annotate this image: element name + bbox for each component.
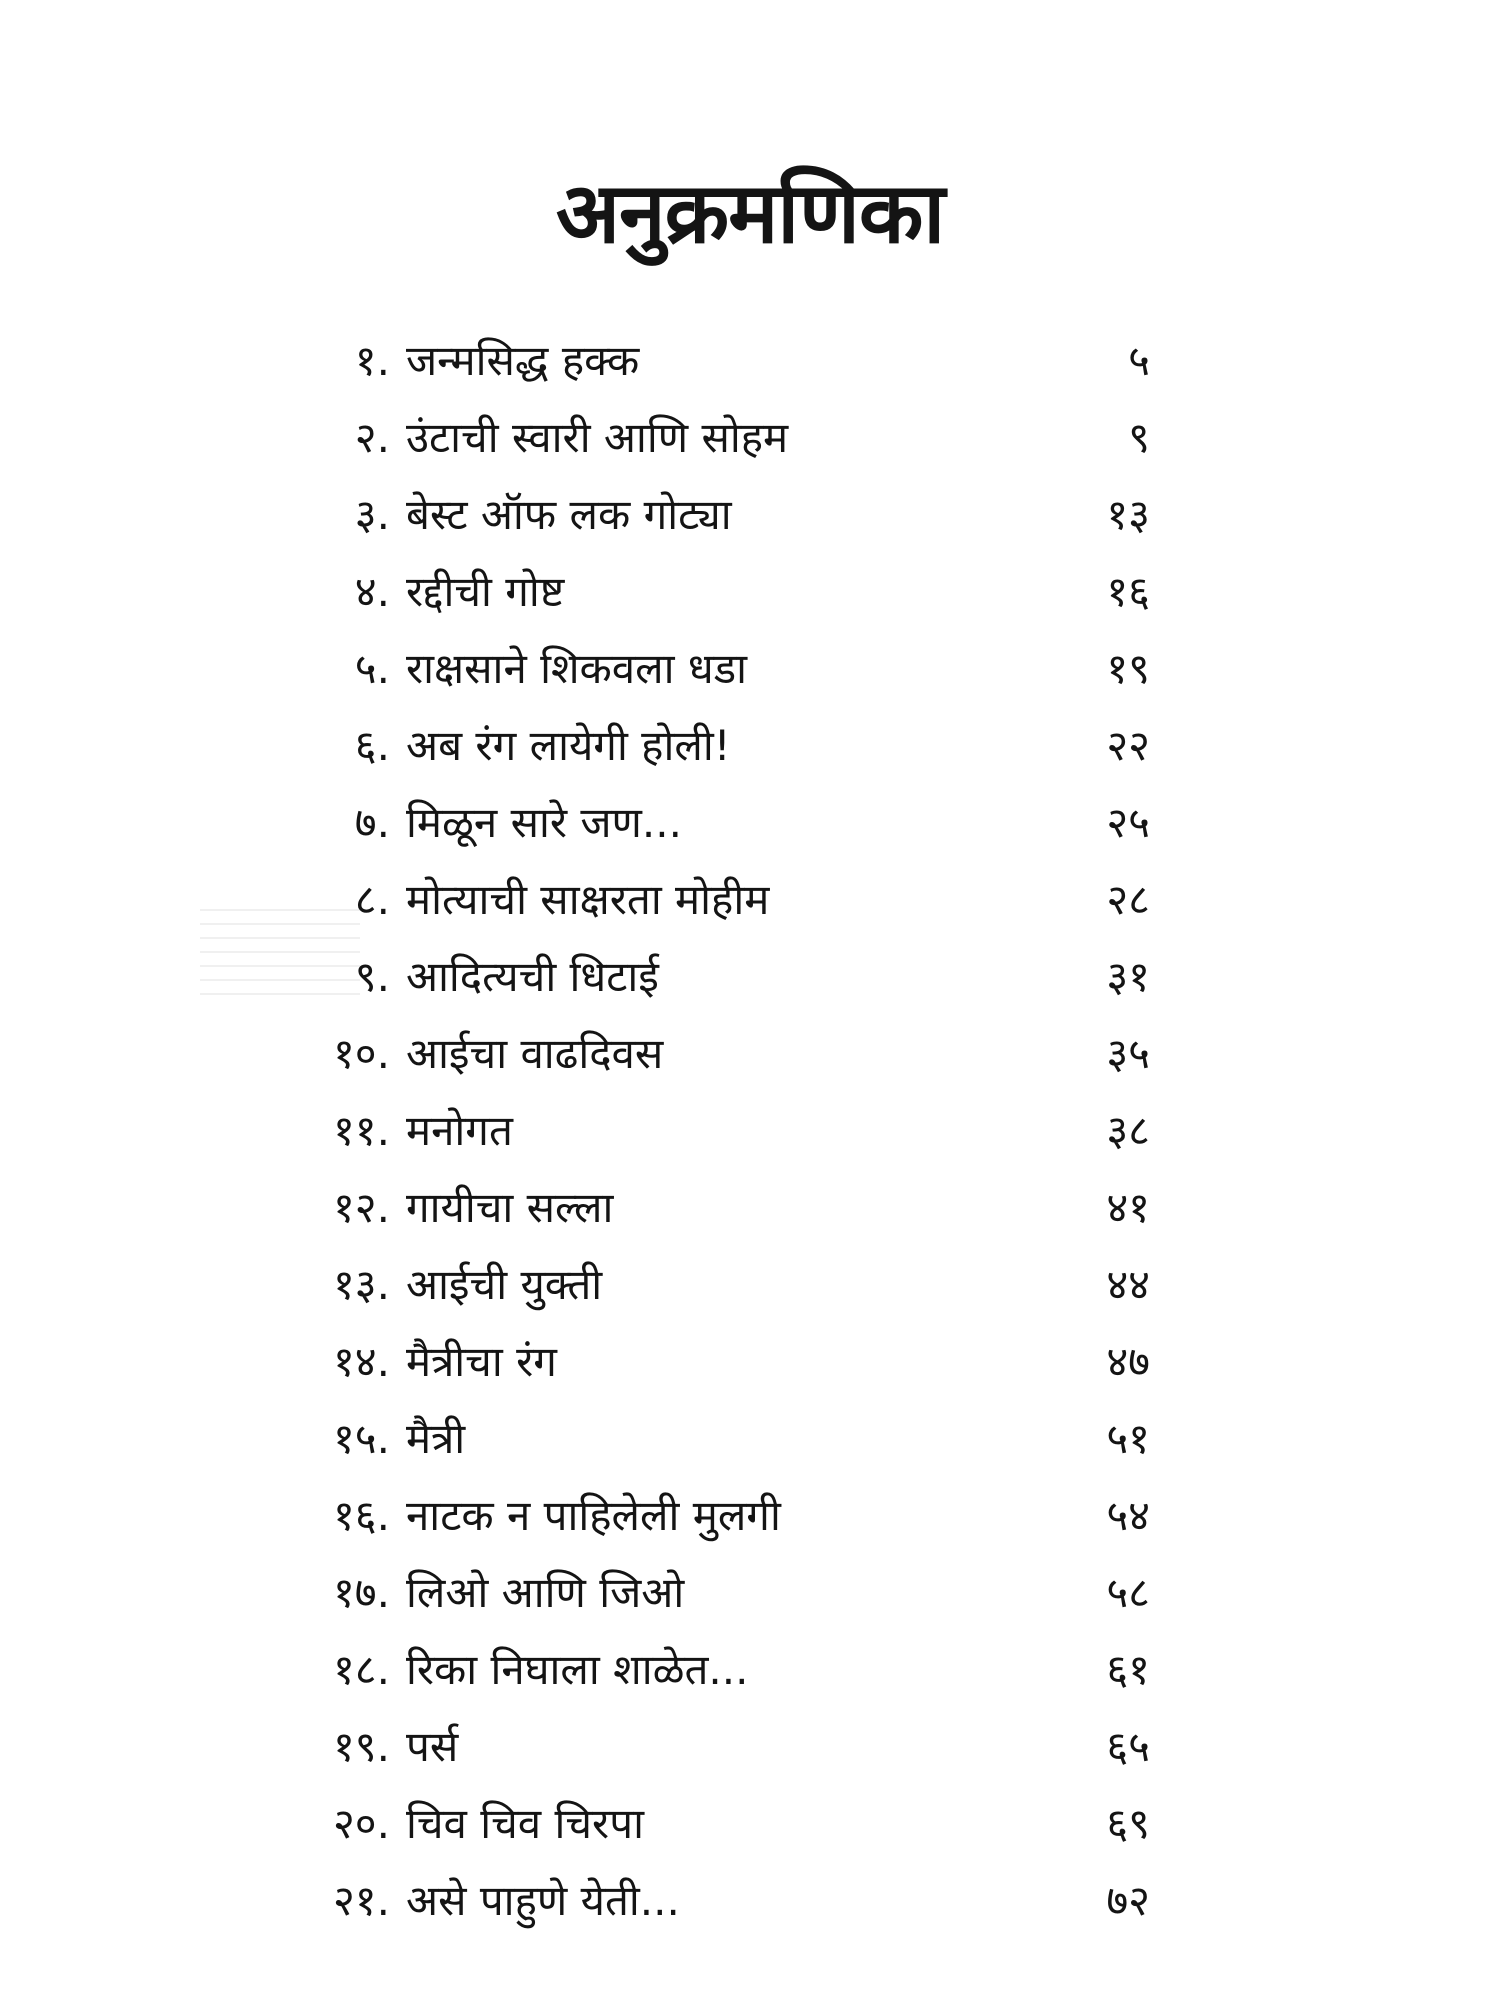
toc-entry-number: १५. <box>332 1414 390 1463</box>
toc-entry-title: पर्स <box>406 1722 459 1771</box>
toc-entry-page-number: १३ <box>1106 490 1150 539</box>
toc-entry-number: १९. <box>332 1722 390 1771</box>
toc-entry-number: १७. <box>332 1568 390 1617</box>
toc-row <box>290 1639 1180 1716</box>
table-of-contents <box>290 330 1180 1947</box>
toc-entry-number: ९. <box>354 952 390 1001</box>
toc-entry-number: ११. <box>332 1106 390 1155</box>
toc-entry-page-number: ६१ <box>1106 1645 1150 1694</box>
toc-row <box>290 869 1180 946</box>
toc-row <box>290 1870 1180 1947</box>
toc-entry-number: १. <box>354 336 390 385</box>
toc-entry-number: १८. <box>332 1645 390 1694</box>
toc-row <box>290 638 1180 715</box>
toc-row <box>290 330 1180 407</box>
toc-entry-number: १३. <box>332 1260 390 1309</box>
toc-entry-title: मिळून सारे जण... <box>406 798 682 847</box>
toc-entry-page-number: २५ <box>1106 798 1150 847</box>
toc-row <box>290 1100 1180 1177</box>
toc-row <box>290 1716 1180 1793</box>
toc-entry-page-number: ९ <box>1128 413 1150 462</box>
toc-row <box>290 792 1180 869</box>
toc-entry-page-number: ४७ <box>1106 1337 1150 1386</box>
toc-entry-title: मोत्याची साक्षरता मोहीम <box>406 875 770 924</box>
toc-entry-title: असे पाहुणे येती... <box>406 1876 680 1925</box>
toc-entry-title: नाटक न पाहिलेली मुलगी <box>406 1491 781 1540</box>
toc-entry-page-number: ४१ <box>1106 1183 1150 1232</box>
toc-entry-number: ७. <box>354 798 390 847</box>
toc-entry-title: गायीचा सल्ला <box>406 1183 614 1232</box>
toc-entry-page-number: ३१ <box>1106 952 1150 1001</box>
toc-entry-number: २०. <box>332 1799 390 1848</box>
toc-entry-title: रिका निघाला शाळेत... <box>406 1645 749 1694</box>
toc-entry-page-number: ४४ <box>1106 1260 1150 1309</box>
toc-row <box>290 1331 1180 1408</box>
toc-entry-number: १२. <box>332 1183 390 1232</box>
toc-entry-page-number: ६५ <box>1106 1722 1150 1771</box>
toc-row <box>290 1408 1180 1485</box>
toc-entry-number: ८. <box>354 875 390 924</box>
toc-row <box>290 561 1180 638</box>
toc-entry-number: २१. <box>332 1876 390 1925</box>
toc-row <box>290 1254 1180 1331</box>
toc-entry-page-number: १६ <box>1106 567 1150 616</box>
toc-entry-number: ५. <box>354 644 390 693</box>
toc-entry-page-number: २२ <box>1106 721 1150 770</box>
toc-entry-number: २. <box>354 413 390 462</box>
toc-entry-page-number: ५१ <box>1106 1414 1150 1463</box>
page-title: अनुक्रमणिका <box>555 164 945 263</box>
toc-row <box>290 1177 1180 1254</box>
toc-entry-title: मैत्रीचा रंग <box>406 1337 557 1386</box>
toc-entry-title: बेस्ट ऑफ लक गोट्या <box>406 490 732 539</box>
toc-row <box>290 484 1180 561</box>
toc-entry-number: १०. <box>332 1029 390 1078</box>
toc-entry-page-number: १९ <box>1106 644 1150 693</box>
toc-row <box>290 715 1180 792</box>
toc-entry-page-number: ५ <box>1128 336 1150 385</box>
toc-row <box>290 946 1180 1023</box>
toc-entry-number: ६. <box>354 721 390 770</box>
toc-entry-title: आदित्यची धिटाई <box>406 952 659 1001</box>
toc-entry-page-number: २८ <box>1106 875 1150 924</box>
toc-entry-title: चिव चिव चिरपा <box>406 1799 644 1848</box>
toc-entry-title: राक्षसाने शिकवला धडा <box>406 644 748 693</box>
toc-entry-page-number: ३५ <box>1106 1029 1150 1078</box>
toc-entry-page-number: ५८ <box>1106 1568 1150 1617</box>
toc-entry-page-number: ६९ <box>1106 1799 1150 1848</box>
toc-row <box>290 1562 1180 1639</box>
toc-entry-page-number: ३८ <box>1106 1106 1150 1155</box>
toc-entry-title: उंटाची स्वारी आणि सोहम <box>406 413 789 462</box>
toc-row <box>290 1485 1180 1562</box>
toc-entry-number: १४. <box>332 1337 390 1386</box>
toc-entry-title: अब रंग लायेगी होली! <box>406 721 731 770</box>
toc-entry-number: ३. <box>354 490 390 539</box>
toc-row <box>290 1023 1180 1100</box>
toc-entry-title: लिओ आणि जिओ <box>406 1568 685 1617</box>
toc-row <box>290 407 1180 484</box>
toc-entry-title: मनोगत <box>406 1106 513 1155</box>
toc-entry-title: आईचा वाढदिवस <box>406 1029 664 1078</box>
toc-entry-title: जन्मसिद्ध हक्क <box>406 336 640 385</box>
toc-entry-title: रद्दीची गोष्ट <box>406 567 565 616</box>
toc-row <box>290 1793 1180 1870</box>
toc-entry-number: १६. <box>332 1491 390 1540</box>
toc-entry-page-number: ५४ <box>1106 1491 1150 1540</box>
toc-entry-title: आईची युक्ती <box>406 1260 603 1309</box>
toc-entry-page-number: ७२ <box>1106 1876 1150 1925</box>
toc-entry-title: मैत्री <box>406 1414 466 1463</box>
toc-entry-number: ४. <box>354 567 390 616</box>
